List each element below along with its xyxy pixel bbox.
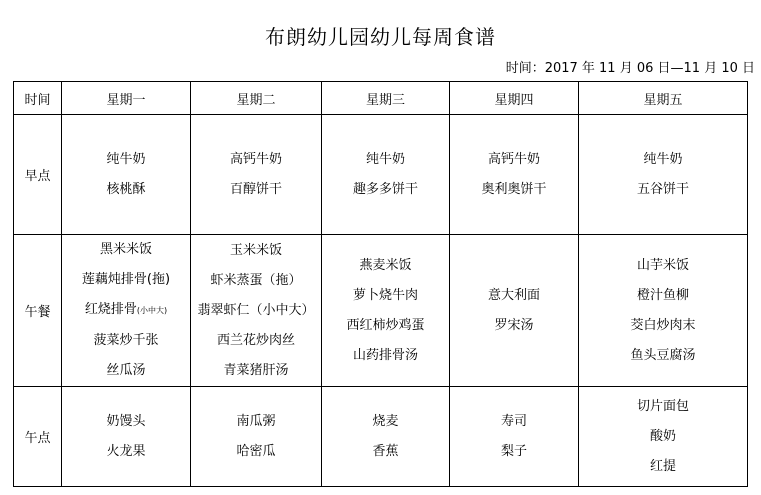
menu-cell [579, 235, 748, 387]
menu-item: 山芋米饭 [636, 257, 689, 273]
menu-item: 西红柿炒鸡蛋 [346, 317, 425, 333]
table-row [14, 115, 748, 235]
row-label: 早点 [14, 115, 62, 235]
menu-cell [450, 115, 579, 235]
table-row [14, 387, 748, 487]
menu-item: 高钙牛奶 [487, 151, 540, 167]
menu-item: 红提 [649, 458, 676, 474]
menu-item: 茭白炒肉末 [630, 317, 696, 333]
menu-cell [191, 235, 322, 387]
menu-cell [322, 387, 450, 487]
menu-item: 玉米米饭 [229, 242, 282, 258]
menu-item [85, 295, 167, 326]
menu-item: 意大利面 [487, 287, 540, 303]
date-range: 时间：2017 年 11 月 06 日—11 月 10 日 [505, 61, 755, 76]
menu-cell [450, 387, 579, 487]
menu-cell [62, 115, 191, 235]
menu-item: 鱼头豆腐汤 [630, 347, 696, 363]
menu-item: 五谷饼干 [636, 181, 689, 197]
menu-item: 黑米米饭 [99, 242, 152, 257]
menu-cell [191, 387, 322, 487]
menu-item: 山药排骨汤 [352, 347, 418, 363]
menu-item: 奥利奥饼干 [481, 181, 547, 197]
menu-item: 香蕉 [372, 443, 399, 459]
menu-item: 翡翠虾仁（小中大） [197, 302, 315, 318]
menu-item: 百醇饼干 [229, 181, 282, 197]
menu-cell [322, 235, 450, 387]
menu-cell [579, 115, 748, 235]
table-row [14, 235, 748, 387]
menu-item: 梨子 [500, 443, 527, 459]
header-row [14, 82, 748, 115]
menu-item: 虾米蒸蛋（拖） [210, 272, 302, 288]
menu-item: 寿司 [500, 413, 527, 429]
menu-item: 烧麦 [372, 413, 399, 429]
menu-item: 罗宋汤 [494, 317, 534, 333]
menu-item: 南瓜粥 [236, 413, 276, 429]
menu-item: 纯牛奶 [643, 151, 683, 167]
menu-cell [62, 387, 191, 487]
menu-cell [579, 387, 748, 487]
menu-item: 西兰花炒肉丝 [216, 332, 295, 348]
day-header: 星期三 [322, 82, 450, 115]
menu-item: 菠菜炒千张 [93, 333, 159, 348]
menu-item: 趣多多饼干 [352, 181, 418, 197]
menu-item: 萝卜烧牛肉 [352, 287, 418, 303]
menu-item: 青菜猪肝汤 [223, 362, 289, 378]
row-label: 午点 [14, 387, 62, 487]
row-label: 午餐 [14, 235, 62, 387]
day-header: 星期一 [62, 82, 191, 115]
menu-cell [450, 235, 579, 387]
size-note: (小中大) [136, 306, 168, 315]
page-title: 布朗幼儿园幼儿每周食谱 [265, 25, 496, 49]
menu-item: 纯牛奶 [106, 151, 146, 167]
menu-item: 莲藕炖排骨(拖) [81, 272, 171, 287]
menu-item: 哈密瓜 [236, 443, 276, 459]
menu-item: 丝瓜汤 [106, 363, 146, 378]
corner-header: 时间 [14, 82, 62, 115]
weekly-menu-table [13, 81, 748, 487]
menu-item: 酸奶 [649, 428, 676, 444]
menu-item: 切片面包 [636, 398, 689, 414]
menu-item: 燕麦米饭 [359, 257, 412, 273]
day-header: 星期二 [191, 82, 322, 115]
day-header: 星期四 [450, 82, 579, 115]
menu-item: 核桃酥 [106, 181, 146, 197]
day-header: 星期五 [579, 82, 748, 115]
menu-item: 火龙果 [106, 443, 146, 459]
menu-item: 纯牛奶 [365, 151, 405, 167]
menu-item-name: 红烧排骨 [84, 302, 137, 317]
menu-item: 橙汁鱼柳 [636, 287, 689, 303]
menu-item: 高钙牛奶 [229, 151, 282, 167]
menu-cell [191, 115, 322, 235]
menu-item: 奶馒头 [106, 413, 146, 429]
menu-cell [322, 115, 450, 235]
menu-cell [62, 235, 191, 387]
